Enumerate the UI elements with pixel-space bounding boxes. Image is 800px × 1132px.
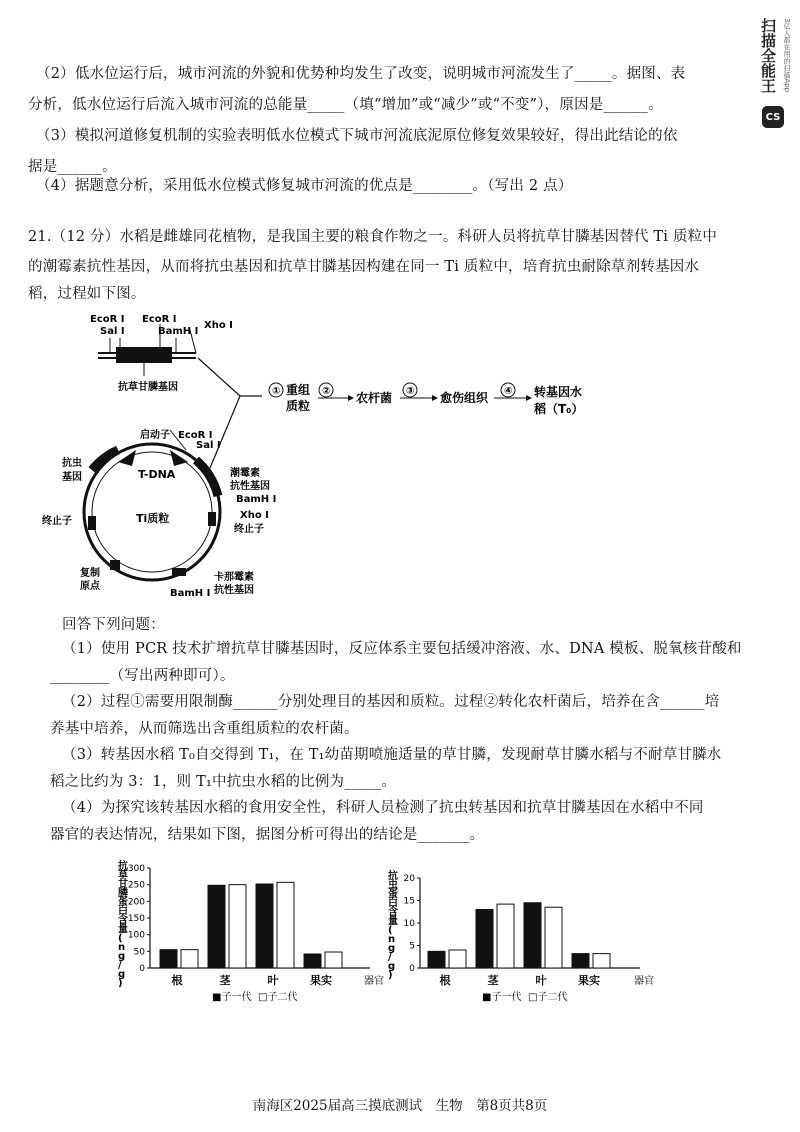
hyg-gene-arc	[196, 460, 218, 496]
bar-子一代-茎	[476, 910, 493, 969]
x-tick-label: 果实	[578, 974, 600, 987]
x-tick-label: 叶	[267, 974, 279, 987]
flow-agrobacterium: 农杆菌	[356, 391, 393, 405]
bar-子一代-叶	[524, 903, 541, 968]
bar-子二代-根	[181, 950, 198, 968]
y-axis-label: 抗草甘膦蛋白含量( n g / g )	[118, 861, 128, 989]
terminator-left-label: 终止子	[42, 516, 72, 527]
q21-3-line1: （3）转基因水稻 T₀自交得到 T₁，在 T₁幼苗期喷施适量的草甘膦，发现耐草甘膦水稻与不耐草甘膦水	[62, 747, 722, 763]
plasmid-name: Ti质粒	[136, 512, 170, 525]
kan-label-2: 抗性基因	[214, 585, 254, 596]
kan-label-1: 卡那霉素	[214, 572, 254, 583]
x-tick-label: 茎	[487, 974, 499, 987]
legend-series-1: ■子一代	[482, 992, 522, 1003]
terminator-right-label: 终止子	[234, 524, 264, 535]
origin-label-2: 原点	[80, 581, 100, 592]
y-tick-label: 20	[403, 874, 415, 884]
y-tick-label: 100	[127, 930, 145, 941]
step3: ③	[406, 386, 415, 397]
arrow-from-gene	[198, 358, 262, 396]
watermark-sub: 3亿人都在用的扫描App	[783, 18, 791, 93]
bar-子二代-果实	[593, 954, 610, 968]
q21-1-line2: ________（写出两种即可）。	[50, 668, 235, 684]
arrowhead-icon	[526, 395, 532, 401]
bar-子二代-叶	[277, 882, 294, 968]
flow-transgenic-2: 稻（T₀）	[534, 402, 584, 416]
answer-prompt: 回答下列问题：	[62, 617, 165, 633]
q20-3-line2: 据是______。	[28, 159, 117, 175]
terminator-left	[88, 516, 96, 530]
hyg-label-2: 抗性基因	[230, 481, 270, 492]
x-tick-label: 果实	[310, 974, 332, 987]
watermark	[756, 14, 792, 134]
x-tick-label: 茎	[219, 974, 231, 987]
watermark-brand: 扫描全能王	[759, 18, 777, 93]
bar-子一代-根	[160, 950, 177, 968]
hyg-label-1: 潮霉素	[230, 468, 260, 479]
arrowhead-icon	[348, 395, 354, 401]
site-ecori-2: EcoR Ⅰ	[142, 314, 177, 325]
step4: ④	[504, 386, 513, 397]
site-xhoi: Xho Ⅰ	[204, 320, 233, 331]
insect-protein-chart	[380, 865, 670, 1015]
x-tick-label: 根	[439, 974, 451, 987]
origin-label-1: 复制	[80, 568, 100, 579]
step1: ①	[272, 386, 281, 397]
camscanner-logo-icon: CS	[762, 106, 784, 128]
q21-stem-line2: 的潮霉素抗性基因，从而将抗虫基因和抗草甘膦基因构建在同一 Ti 质粒中，培育抗虫耐除草剂转基因水	[28, 259, 700, 275]
legend-series-2: □子二代	[258, 992, 298, 1003]
plasmid-bamhi-1: BamH Ⅰ	[236, 494, 277, 505]
y-tick-label: 300	[127, 864, 145, 874]
insect-gene-label-2: 基因	[62, 472, 82, 483]
glyphosate-gene-label: 抗草甘膦基因	[118, 382, 178, 393]
x-tick-label: 根	[171, 974, 183, 987]
process-flow	[269, 382, 583, 416]
x-axis-label: 器官	[634, 976, 654, 987]
plasmid-sali: Sal Ⅰ	[196, 440, 221, 451]
bar-子一代-茎	[208, 885, 225, 968]
y-tick-label: 0	[409, 964, 415, 974]
site-bamhi: BamH Ⅰ	[158, 326, 199, 337]
q20-4-line: （4）据题意分析，采用低水位模式修复城市河流的优点是________。（写出 2 点）	[36, 178, 573, 194]
bar-子一代-果实	[304, 954, 321, 968]
q20-3-line1: （3）模拟河道修复机制的实验表明低水位模式下城市河流底泥原位修复效果较好，得出此结论的依	[36, 128, 678, 144]
q21-stem-line3: 稻，过程如下图。	[28, 286, 146, 302]
y-tick-label: 10	[403, 919, 415, 929]
y-tick-label: 0	[139, 964, 145, 974]
site-ecori-1: EcoR Ⅰ	[90, 314, 125, 325]
plasmid-bamhi-2: BamH Ⅰ	[170, 588, 211, 599]
q21-1-line1: （1）使用 PCR 技术扩增抗草甘膦基因时，反应体系主要包括缓冲溶液、水、DNA 模板、脱氧核苷酸和	[62, 641, 742, 657]
y-tick-label: 50	[133, 947, 145, 958]
plasmid-construction-diagram	[0, 300, 800, 610]
tdna-label: T-DNA	[138, 468, 176, 481]
legend-series-2: □子二代	[528, 992, 568, 1003]
ti-plasmid	[42, 428, 276, 599]
q21-2-line2: 养基中培养，从而筛选出含重组质粒的农杆菌。	[50, 721, 359, 737]
q21-stem-line1: 21.（12 分）水稻是雌雄同花植物，是我国主要的粮食作物之一。科研人员将抗草甘膦基因替代 Ti 质粒中	[28, 229, 718, 245]
site-sali: Sal Ⅰ	[100, 326, 125, 337]
flow-callus: 愈伤组织	[440, 391, 489, 405]
q21-4-line1: （4）为探究该转基因水稻的食用安全性，科研人员检测了抗虫转基因和抗草甘膦基因在水稻中不同	[62, 800, 704, 816]
bar-子二代-茎	[229, 885, 246, 968]
terminator-right	[208, 512, 216, 526]
y-tick-label: 150	[127, 914, 145, 924]
promoter-label: 启动子	[140, 430, 170, 441]
q20-2-line1: （2）低水位运行后，城市河流的外貌和优势种均发生了改变，说明城市河流发生了_____。据图、表	[36, 66, 686, 82]
q21-2-line1: （2）过程①需要用限制酶______分别处理目的基因和质粒。过程②转化农杆菌后，培养在含______培	[62, 694, 720, 710]
y-tick-label: 200	[127, 897, 145, 908]
insect-gene-arc	[92, 450, 118, 470]
bar-子二代-茎	[497, 904, 514, 968]
page-footer: 南海区2025届高三摸底测试 生物 第8页共8页	[252, 1098, 548, 1114]
flow-recombinant-1: 重组	[286, 383, 311, 397]
kan-block	[172, 568, 186, 576]
bar-子二代-叶	[545, 907, 562, 968]
y-axis-label: 抗虫蛋白含量( n g / g )	[388, 871, 398, 981]
bar-子一代-叶	[256, 884, 273, 968]
glyphosate-protein-chart	[110, 855, 400, 1015]
q20-2-line2: 分析，低水位运行后流入城市河流的总能量_____（填“增加”或“减少”或“不变”），原因是______。	[28, 97, 663, 113]
x-tick-label: 叶	[535, 974, 547, 987]
plasmid-ecori: EcoR Ⅰ	[178, 430, 213, 441]
y-tick-label: 15	[403, 896, 415, 907]
arrow-from-plasmid	[210, 396, 240, 468]
bar-子二代-根	[449, 950, 466, 968]
flow-transgenic-1: 转基因水	[534, 385, 583, 399]
gene-fragment	[90, 314, 233, 393]
bar-子二代-果实	[325, 952, 342, 968]
q21-3-line2: 稻之比约为 3：1，则 T₁中抗虫水稻的比例为_____。	[50, 774, 397, 790]
bar-子一代-根	[428, 951, 445, 968]
plasmid-xhoi: Xho Ⅰ	[240, 510, 269, 521]
origin-block	[110, 560, 120, 570]
x-axis-label: 器官	[364, 976, 384, 987]
arrowhead-icon	[432, 395, 438, 401]
step2: ②	[322, 386, 331, 397]
y-tick-label: 250	[127, 880, 145, 891]
insect-gene-label-1: 抗虫	[62, 458, 82, 469]
legend-series-1: ■子一代	[212, 992, 252, 1003]
y-tick-label: 5	[409, 941, 415, 952]
flow-recombinant-2: 质粒	[286, 399, 311, 413]
q21-4-line2: 器官的表达情况，结果如下图，据图分析可得出的结论是_______。	[50, 827, 485, 843]
glyphosate-gene-block	[116, 347, 172, 363]
bar-子一代-果实	[572, 954, 589, 968]
